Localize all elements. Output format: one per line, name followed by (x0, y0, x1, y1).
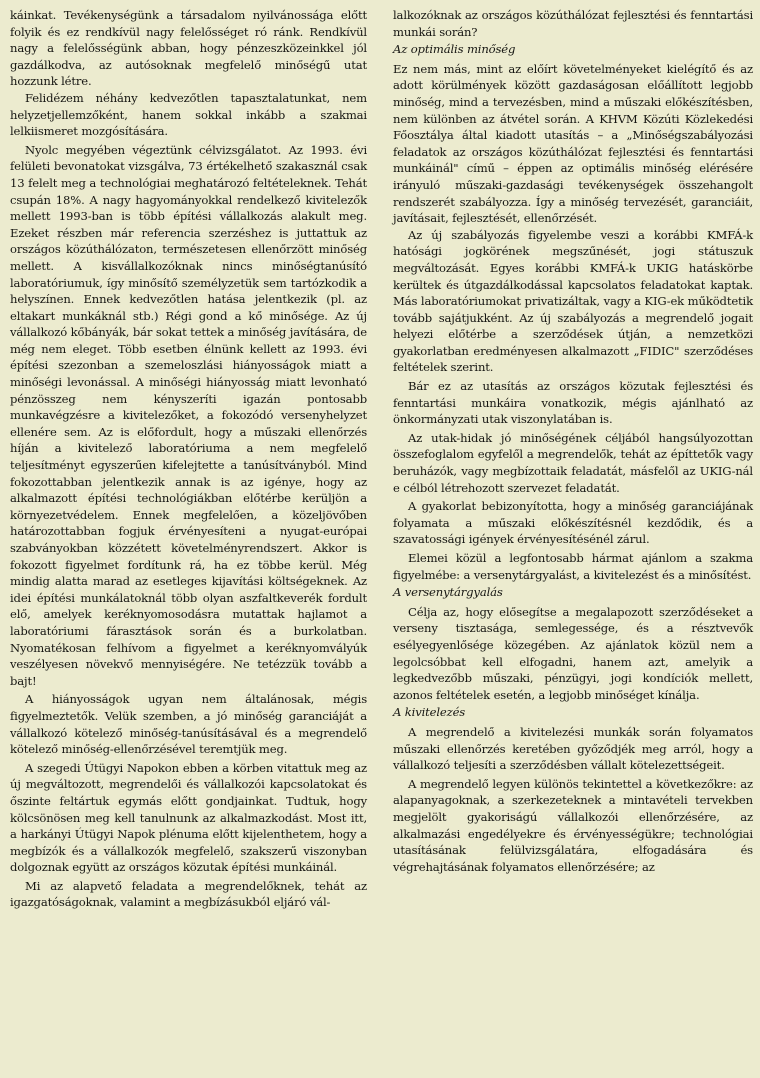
paragraph: A szegedi Útügyi Napokon ebben a körben vitattuk meg az új megváltozott, megrendelői és vállalkozói kapcsolatokat és őszinte feltártuk egymás előtt gondjainkat. Tudtuk, hogy kölcsönösen meg kell tanulnunk az alkalmazkodást. Most itt, a harkányi Útügyi Napok plénuma előtt kijelenthetem, hogy a megbízók és a vállalkozók megfelelő, szakszerű viszonyban dolgoznak együtt az országos közutak építési munkáinál. (10, 760, 367, 875)
left-column (10, 7, 367, 911)
section-heading: Az optimális minőség (393, 42, 516, 57)
paragraph: A megrendelő legyen különös tekintettel a következőkre: az alapanyagoknak, a szerkezeteknek a mintavételi tervekben megjelölt gyakoriságú vállalkozói ellenőrzésére, az alkalmazási engedélyekre és érvényességükre; technológiai utasításának felülvizsgálatára, elfogadására és végrehajtásának folyamatos ellenőrzésére; az (393, 776, 753, 874)
paragraph: A gyakorlat bebizonyította, hogy a minőség garanciájának folyamata a műszaki előkészítésnél kezdődik, és a szavatossági igények érvényesítésénél zárul. (393, 499, 753, 547)
paragraph: Elemei közül a legfontosabb hármat ajánlom a szakma figyelmébe: a versenytárgyalást, a kivitelezést és a minősítést. (393, 551, 753, 582)
paragraph: Célja az, hogy elősegítse a megalapozott szerződéseket a verseny tisztasága, semlegessége, és a résztvevők esélyegyenlősége közegében. Az ajánlatok közül nem a legolcsóbbat kell elfogadni, hanem azt, amelyik a legkedvezőbb műszaki, pénzügyi, jogi kondíciók mellett, azonos feltételek esetén, a legjobb minőséget kínálja. (393, 604, 753, 702)
section-heading: A kivitelezés (393, 705, 466, 720)
paragraph: Az új szabályozás figyelembe veszi a korábbi KMFÁ-k hatósági jogkörének megszűnését, jogi státuszuk megváltozását. Egyes korábbi KMFÁ-k UKIG hatáskörbe kerültek és útgazdálkodással kapcsolatos feladatokat kaptak. Más laboratóriumokat privatizáltak, vagy a KIG-ek működtetik tovább sajátjukként. Az új szabályozás a megrendelő jogait helyezi előtérbe a szerződések útján, a nemzetközi gyakorlatban eredményesen alkalmazott „FIDIC" szerződéses feltételek szerint. (393, 227, 753, 375)
paragraph: Nyolc megyében végeztünk célvizsgálatot. Az 1993. évi felületi bevonatokat vizsgálva, 73 értékelhető szakasznál csak 13 felelt meg a technológiai meghatározó feltételeknek. Tehát csupán 18%. A nagy hagyományokkal rendelkező kivitelezők mellett 1993-ban is több építési vállalkozás alakult meg. Ezeket részben már referencia szerzéshez is juttattuk az országos közúthálózaton, természetesen ellenőrzött minőség mellett. A kisvállalkozóknak nincs minőségtanúsító laboratóriumuk, így minősítő személyzetük sem tartózkodik a helyszínen. Ennek kedvezőtlen hatása jelentkezik (pl. az eltakart munkáknál stb.) Régi gond a kő minősége. Az új vállalkozó kőbányák, bár sokat tettek a minőség javítására, de még nem eleget. Több esetben élnünk kellett az 1993. évi építési szezonban a szemeloszlási hiányosságok miatt a minőségi levonással. A minőségi hiányosság miatt levonható pénzösszeg nem kényszeríti igazán pontosabb munkavégzésre a kivitelezőket, a fokozódó versenyhelyzet ellenére sem. Az is előfordult, hogy a műszaki ellenőrzés híján a kivitelező laboratóriuma a nem megfelelő teljesítményt egyszerűen kifelejtette a tanúsítványból. Mind fokozottabban jelentkezik annak is az igénye, hogy az alkalmazott építési technológiákban előtérbe kerüljön a környezetvédelem. Ennek megfelelően, a közeljövőben határozottabban fogjuk érvényesíteni a nyugat-európai szabványokban közzétett követelményrendszert. Akkor is fokozott figyelmet fordítunk rá, ha ez többe kerül. Még mindig alatta marad az esetleges kijavítási költségeknek. Az idei építési munkálatoknál több olyan aszfaltkeverék fordult elő, amelyek keréknyomosodásra mutattak hajlamot a laboratóriumi fárasztások során és a burkolatban. Nyomatékosan felhívom a figyelmet a keréknyomvályúk veszélyesen növekvő mennyiségére. Ne tetézzük tovább a bajt! (10, 142, 367, 688)
paragraph: káinkat. Tevékenységünk a társadalom nyilvánossága előtt folyik és ez rendkívül nagy felelősséget ró ránk. Rendkívül nagy a felelősségünk abban, hogy pénzeszközeinkkel jól gazdálkodva, az autósoknak megfelelő minőségű utat hozzunk létre. (10, 8, 367, 89)
paragraph: lalkozóknak az országos közúthálózat fejlesztési és fenntartási munkái során? (393, 8, 753, 39)
paragraph: A megrendelő a kivitelezési munkák során folyamatos műszaki ellenőrzés keretében győződjék meg arról, hogy a vállalkozó teljesíti a szerződésben vállalt kötelezettségeit. (393, 724, 753, 773)
paragraph: Bár ez az utasítás az országos közutak fejlesztési és fenntartási munkáira vonatkozik, mégis ajánlható az önkormányzati utak viszonylatában is. (393, 379, 753, 427)
paragraph: Ez nem más, mint az előírt követelményeket kielégítő és az adott körülmények között gazdaságosan előállított legjobb minőség, mind a tervezésben, mind a műszaki előkészítésben, nem különben az átvétel során. A KHVM Közúti Közlekedési Főosztálya által kiadott utasítás – a „Minőségszabályozási feladatok az országos közúthálózat fejlesztési és fenntartási munkáinál" című – éppen az optimális minőség elérésére irányuló műszaki-gazdasági tevékenységek összehangolt rendszerét szabályozza. Így a minőség tervezését, garanciáit, javításait, fejlesztését, ellenőrzését. (393, 61, 753, 226)
paragraph: A hiányosságok ugyan nem általánosak, mégis figyelmeztetők. Velük szemben, a jó minőség garanciáját a vállalkozó kötelező minőség-tanúsításával és a megrendelő kötelező minőség-ellenőrzésével teremtjük meg. (10, 692, 367, 757)
paragraph: Mi az alapvető feladata a megrendelőknek, tehát az igazgatóságoknak, valamint a megbízásukból eljáró vál- (10, 878, 367, 910)
paragraph: Felidézem néhány kedvezőtlen tapasztalatunkat, nem helyzetjellemzőként, hanem sokkal inkább a szakmai lelkiismeret mozgósítására. (10, 90, 367, 139)
paragraph: Az utak-hidak jó minőségének céljából hangsúlyozottan összefoglalom egyfelől a megrendelők, tehát az építtetők vagy beruházók, vagy megbízottaik feladatát, másfelől az UKIG-nál e célból létrehozott szervezet feladatát. (393, 430, 753, 495)
section-heading: A versenytárgyalás (393, 585, 503, 600)
right-column (393, 7, 753, 875)
